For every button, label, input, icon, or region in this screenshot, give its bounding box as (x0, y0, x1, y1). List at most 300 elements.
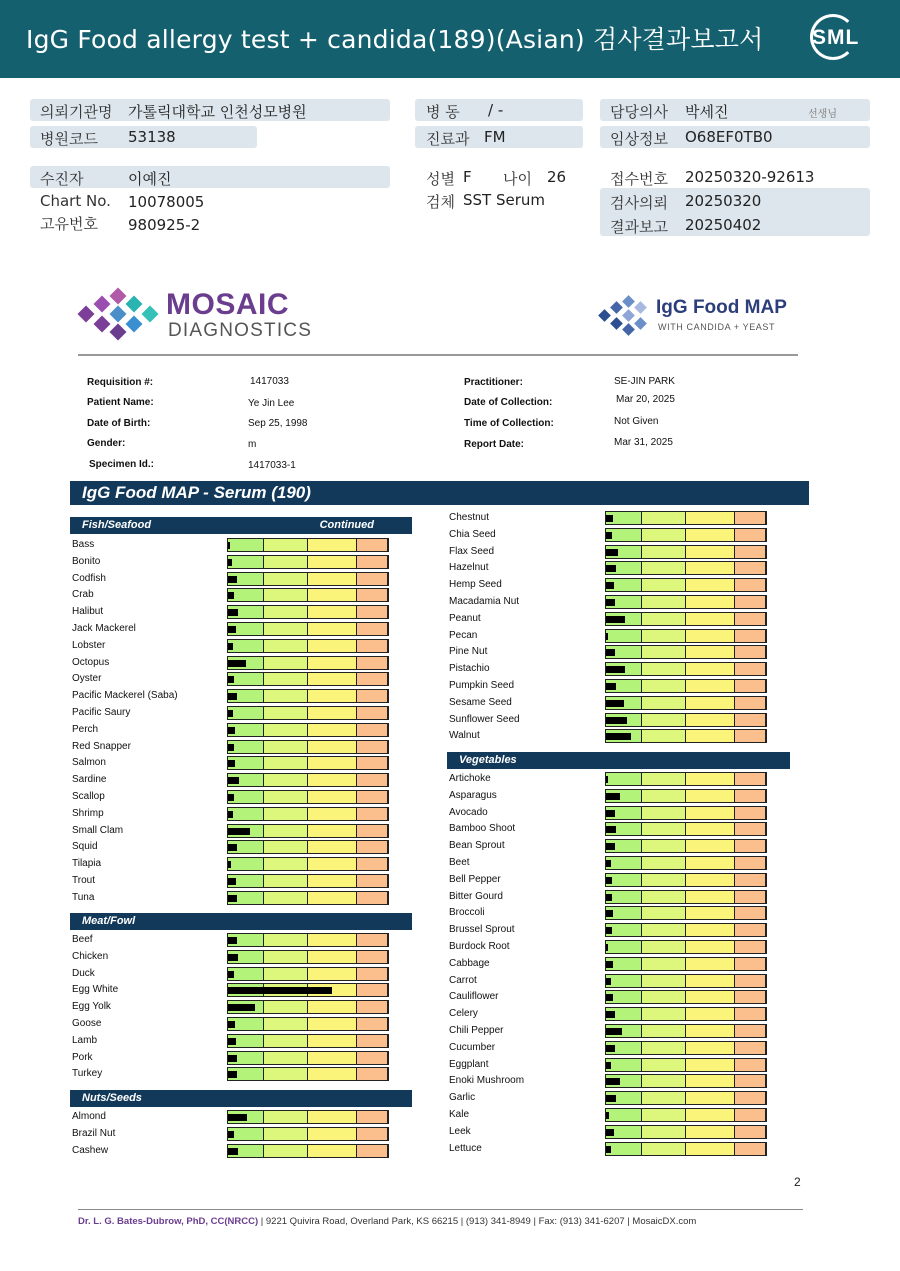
food-level-scale (605, 772, 767, 786)
food-name: Perch (72, 723, 99, 735)
food-level-bar (228, 576, 237, 583)
food-level-scale (605, 873, 767, 887)
food-level-bar (606, 843, 615, 850)
food-name: Lettuce (449, 1142, 482, 1154)
food-level-bar (228, 643, 233, 650)
scale-zone (735, 512, 766, 524)
food-level-scale (227, 723, 389, 737)
scale-zone (357, 841, 388, 853)
scale-zone (308, 858, 357, 870)
food-level-bar (606, 599, 615, 606)
scale-zone (264, 1035, 308, 1047)
scale-zone (642, 907, 686, 919)
food-level-scale (227, 840, 389, 854)
scale-zone (357, 791, 388, 803)
food-level-bar (228, 971, 234, 978)
food-level-bar (228, 1131, 234, 1138)
scale-zone (308, 1001, 357, 1013)
food-level-scale (605, 1142, 767, 1156)
food-level-bar (228, 693, 237, 700)
food-level-scale (605, 511, 767, 525)
scale-zone (606, 630, 642, 642)
food-name: Brussel Sprout (449, 924, 515, 936)
collection-date-label: Date of Collection: (464, 397, 553, 408)
food-level-bar (606, 1045, 615, 1052)
category-meat (70, 913, 412, 930)
scale-zone (642, 874, 686, 886)
scale-zone (735, 630, 766, 642)
scale-zone (735, 924, 766, 936)
collection-time-label: Time of Collection: (464, 418, 554, 429)
doctor-label: 담당의사 (610, 103, 668, 121)
igg-product-sub: WITH CANDIDA + YEAST (658, 322, 776, 332)
page-number: 2 (794, 1175, 801, 1189)
age-label: 나이 (503, 170, 532, 188)
chart-label: Chart No. (40, 192, 111, 210)
food-level-scale (227, 857, 389, 871)
food-name: Lamb (72, 1034, 98, 1046)
scale-zone (308, 1052, 357, 1064)
scale-zone (735, 562, 766, 574)
food-name: Crab (72, 589, 94, 601)
food-name: Halibut (72, 606, 104, 618)
scale-zone (308, 724, 357, 736)
scale-zone (735, 941, 766, 953)
scale-zone (642, 807, 686, 819)
food-name: Salmon (72, 757, 106, 769)
scale-zone (308, 623, 357, 635)
requisition-value: 1417033 (250, 376, 289, 387)
scale-zone (357, 757, 388, 769)
food-level-bar (228, 861, 231, 868)
food-name: Pine Nut (449, 646, 488, 658)
food-level-bar (228, 794, 234, 801)
food-level-scale (227, 950, 389, 964)
food-level-bar (606, 978, 611, 985)
scale-zone (228, 556, 264, 568)
food-level-scale (605, 662, 767, 676)
scale-zone (642, 840, 686, 852)
scale-zone (357, 724, 388, 736)
food-name: Sardine (72, 774, 107, 786)
scale-zone (642, 1109, 686, 1121)
gender-value: m (248, 439, 257, 450)
food-name: Peanut (449, 612, 481, 624)
scale-zone (264, 673, 308, 685)
food-level-scale (605, 990, 767, 1004)
food-level-scale (605, 545, 767, 559)
scale-zone (357, 657, 388, 669)
food-level-bar (228, 760, 235, 767)
specimen-id-value: 1417033-1 (248, 460, 296, 471)
food-level-bar (228, 609, 238, 616)
scale-zone (686, 823, 735, 835)
scale-zone (357, 984, 388, 996)
scale-zone (308, 757, 357, 769)
food-level-bar (606, 616, 625, 623)
gender-label: Gender: (87, 438, 126, 449)
scale-zone (228, 640, 264, 652)
sml-logo (804, 12, 874, 66)
scale-zone (735, 807, 766, 819)
scale-zone (642, 991, 686, 1003)
scale-zone (308, 875, 357, 887)
scale-zone (686, 1109, 735, 1121)
scale-zone (735, 613, 766, 625)
food-level-bar (606, 683, 616, 690)
food-level-bar (228, 626, 236, 633)
food-level-scale (605, 561, 767, 575)
food-name: Shrimp (72, 807, 104, 819)
food-level-scale (227, 1051, 389, 1065)
scale-zone (357, 707, 388, 719)
scale-zone (686, 773, 735, 785)
mosaic-name: MOSAIC (166, 288, 289, 321)
scale-zone (686, 958, 735, 970)
food-level-scale (605, 789, 767, 803)
food-level-scale (227, 1017, 389, 1031)
scale-zone (642, 546, 686, 558)
food-level-scale (605, 906, 767, 920)
scale-zone (264, 589, 308, 601)
scale-zone (735, 773, 766, 785)
scale-zone (308, 951, 357, 963)
scale-zone (735, 697, 766, 709)
scale-zone (686, 529, 735, 541)
section-banner: IgG Food MAP - Serum (190) (70, 481, 809, 505)
scale-zone (735, 579, 766, 591)
scale-zone (606, 773, 642, 785)
food-level-scale (227, 572, 389, 586)
scale-zone (642, 714, 686, 726)
food-level-scale (227, 1127, 389, 1141)
receipt-label: 접수번호 (610, 170, 668, 188)
scale-zone (264, 968, 308, 980)
scale-zone (264, 1068, 308, 1080)
food-name: Tilapia (72, 858, 102, 870)
food-level-bar (606, 649, 615, 656)
food-level-bar (606, 776, 608, 783)
food-name: Jack Mackerel (72, 623, 136, 634)
food-level-scale (227, 891, 389, 905)
report-date-value: Mar 31, 2025 (614, 437, 673, 448)
scale-zone (735, 1059, 766, 1071)
food-level-bar (606, 810, 615, 817)
food-level-bar (606, 700, 624, 707)
food-level-bar (228, 878, 236, 885)
food-level-bar (228, 676, 234, 683)
food-level-bar (228, 1004, 255, 1011)
food-name: Garlic (449, 1092, 476, 1104)
scale-zone (357, 1052, 388, 1064)
chart-value: 10078005 (128, 193, 205, 211)
scale-zone (686, 646, 735, 658)
uid-label: 고유번호 (40, 215, 98, 233)
food-level-scale (605, 1074, 767, 1088)
scale-zone (642, 891, 686, 903)
scale-zone (606, 1109, 642, 1121)
scale-zone (642, 924, 686, 936)
scale-zone (735, 1075, 766, 1087)
footer-address: | 9221 Quivira Road, Overland Park, KS 66215 | (913) 341-8949 | Fax: (913) 341-6207 | MosaicDX.com (258, 1216, 697, 1227)
scale-zone (357, 1111, 388, 1123)
scale-zone (686, 991, 735, 1003)
result-value: 20250402 (685, 216, 762, 234)
scale-zone (642, 1092, 686, 1104)
food-level-scale (227, 689, 389, 703)
scale-zone (264, 934, 308, 946)
scale-zone (357, 539, 388, 551)
scale-zone (357, 934, 388, 946)
food-level-bar (228, 710, 233, 717)
food-level-bar (606, 1129, 614, 1136)
food-level-scale (605, 729, 767, 743)
food-name: Trout (72, 875, 95, 886)
scale-zone (686, 975, 735, 987)
food-level-scale (227, 706, 389, 720)
food-name: Pacific Mackerel (Saba) (72, 690, 178, 702)
scale-zone (686, 579, 735, 591)
food-level-scale (227, 773, 389, 787)
scale-zone (735, 840, 766, 852)
scale-zone (308, 841, 357, 853)
food-name: Cabbage (449, 957, 490, 969)
food-name: Bitter Gourd (449, 890, 503, 902)
food-level-scale (605, 839, 767, 853)
food-level-scale (605, 1091, 767, 1105)
ward-label: 병 동 (426, 103, 460, 121)
scale-zone (735, 1008, 766, 1020)
food-level-scale (605, 1024, 767, 1038)
food-name: Cashew (72, 1144, 109, 1156)
food-level-bar (228, 987, 332, 994)
scale-zone (686, 1126, 735, 1138)
food-name: Bonito (72, 555, 101, 567)
scale-zone (308, 1068, 357, 1080)
patient-value: 이예진 (128, 170, 172, 188)
scale-zone (264, 657, 308, 669)
food-level-bar (606, 860, 611, 867)
mosaic-subname: DIAGNOSTICS (168, 320, 313, 341)
scale-zone (735, 1126, 766, 1138)
food-name: Macadamia Nut (449, 596, 520, 607)
scale-zone (264, 1018, 308, 1030)
scale-zone (606, 975, 642, 987)
scale-zone (735, 1092, 766, 1104)
age-value: 26 (547, 168, 567, 186)
scale-zone (357, 892, 388, 904)
food-level-bar (606, 944, 608, 951)
info-bar (30, 166, 390, 188)
food-name: Pumpkin Seed (449, 680, 515, 691)
food-level-scale (605, 713, 767, 727)
food-name: Goose (72, 1018, 102, 1029)
category-continued-label: Continued (319, 519, 374, 531)
dob-label: Date of Birth: (87, 418, 151, 429)
food-level-bar (228, 844, 237, 851)
scale-zone (642, 958, 686, 970)
scale-zone (735, 790, 766, 802)
patient-name-value: Ye Jin Lee (248, 398, 295, 409)
food-level-scale (227, 1000, 389, 1014)
scale-zone (642, 613, 686, 625)
scale-zone (735, 730, 766, 742)
food-level-scale (227, 933, 389, 947)
scale-zone (642, 529, 686, 541)
scale-zone (357, 673, 388, 685)
scale-zone (686, 1092, 735, 1104)
scale-zone (264, 791, 308, 803)
scale-zone (264, 757, 308, 769)
food-name: Oyster (72, 673, 102, 685)
food-level-bar (606, 1112, 609, 1119)
food-level-scale (605, 679, 767, 693)
scale-zone (642, 680, 686, 692)
scale-zone (264, 951, 308, 963)
scale-zone (686, 1059, 735, 1071)
doctor-suffix: 선생님 (808, 109, 837, 120)
food-name: Sesame Seed (449, 696, 512, 708)
scale-zone (686, 790, 735, 802)
food-level-scale (227, 1144, 389, 1158)
doctor-value: 박세진 (685, 103, 729, 121)
food-level-bar (606, 633, 608, 640)
food-level-bar (228, 828, 250, 835)
scale-zone (686, 613, 735, 625)
scale-zone (357, 573, 388, 585)
scale-zone (686, 907, 735, 919)
scale-zone (606, 1059, 642, 1071)
scale-zone (686, 1143, 735, 1155)
scale-zone (686, 697, 735, 709)
scale-zone (308, 707, 357, 719)
food-level-bar (228, 1021, 235, 1028)
food-level-scale (227, 672, 389, 686)
receipt-value: 20250320-92613 (685, 168, 815, 186)
scale-zone (264, 741, 308, 753)
food-name: Hazelnut (449, 562, 489, 574)
clinical-label: 임상정보 (610, 130, 668, 148)
scale-zone (686, 1008, 735, 1020)
scale-zone (308, 825, 357, 837)
food-level-bar (228, 895, 237, 902)
scale-zone (642, 1042, 686, 1054)
scale-zone (686, 1042, 735, 1054)
food-level-scale (227, 1034, 389, 1048)
food-level-bar (606, 666, 625, 673)
food-name: Flax Seed (449, 545, 495, 557)
patient-label: 수진자 (40, 170, 84, 188)
scale-zone (642, 697, 686, 709)
food-name: Codfish (72, 572, 106, 584)
scale-zone (308, 791, 357, 803)
scale-zone (264, 640, 308, 652)
food-name: Bamboo Shoot (449, 823, 516, 835)
scale-zone (686, 512, 735, 524)
food-level-bar (606, 793, 620, 800)
food-level-bar (606, 1028, 622, 1035)
category-veg (447, 752, 790, 769)
food-name: Celery (449, 1008, 478, 1020)
scale-zone (357, 1035, 388, 1047)
patient-name-label: Patient Name: (87, 397, 154, 408)
food-level-scale (605, 629, 767, 643)
scale-zone (735, 1042, 766, 1054)
food-name: Bell Pepper (449, 873, 501, 885)
scale-zone (308, 573, 357, 585)
food-level-scale (227, 740, 389, 754)
scale-zone (264, 707, 308, 719)
food-level-scale (227, 983, 389, 997)
dept-value: FM (484, 128, 506, 146)
scale-zone (264, 556, 308, 568)
food-name: Egg Yolk (72, 1001, 111, 1013)
food-level-scale (605, 1041, 767, 1055)
food-level-scale (605, 957, 767, 971)
scale-zone (642, 1008, 686, 1020)
scale-zone (357, 875, 388, 887)
scale-zone (686, 874, 735, 886)
request-label: 검사의뢰 (610, 194, 668, 212)
food-name: Carrot (449, 974, 477, 986)
scale-zone (308, 606, 357, 618)
scale-zone (606, 1143, 642, 1155)
scale-zone (642, 730, 686, 742)
scale-zone (735, 823, 766, 835)
food-name: Duck (72, 967, 95, 979)
food-level-scale (227, 1067, 389, 1081)
scale-zone (264, 1111, 308, 1123)
food-level-scale (605, 890, 767, 904)
food-level-scale (227, 1110, 389, 1124)
scale-zone (308, 1145, 357, 1157)
food-level-scale (605, 612, 767, 626)
food-level-bar (228, 937, 237, 944)
food-name: Pistachio (449, 663, 490, 675)
scale-zone (308, 808, 357, 820)
scale-zone (357, 774, 388, 786)
food-level-bar (606, 961, 613, 968)
food-name: Bass (72, 539, 95, 550)
food-level-bar (606, 1062, 611, 1069)
food-name: Pecan (449, 629, 478, 641)
scale-zone (264, 1001, 308, 1013)
scale-zone (357, 1018, 388, 1030)
scale-zone (735, 663, 766, 675)
food-level-bar (228, 954, 238, 961)
food-level-scale (605, 940, 767, 954)
food-level-scale (605, 595, 767, 609)
food-name: Pacific Saury (72, 707, 131, 718)
food-name: Enoki Mushroom (449, 1075, 525, 1087)
food-level-bar (606, 549, 618, 556)
scale-zone (357, 951, 388, 963)
scale-zone (735, 857, 766, 869)
food-name: Walnut (449, 730, 480, 742)
specimen-label: 검체 (426, 193, 455, 211)
food-level-scale (605, 528, 767, 542)
ward-value: / - (488, 101, 504, 119)
result-label: 결과보고 (610, 218, 668, 236)
scale-zone (686, 630, 735, 642)
food-name: Beef (72, 934, 93, 945)
scale-zone (642, 773, 686, 785)
food-level-bar (606, 717, 627, 724)
scale-zone (308, 589, 357, 601)
scale-zone (686, 1025, 735, 1037)
food-level-scale (227, 639, 389, 653)
food-level-scale (605, 923, 767, 937)
